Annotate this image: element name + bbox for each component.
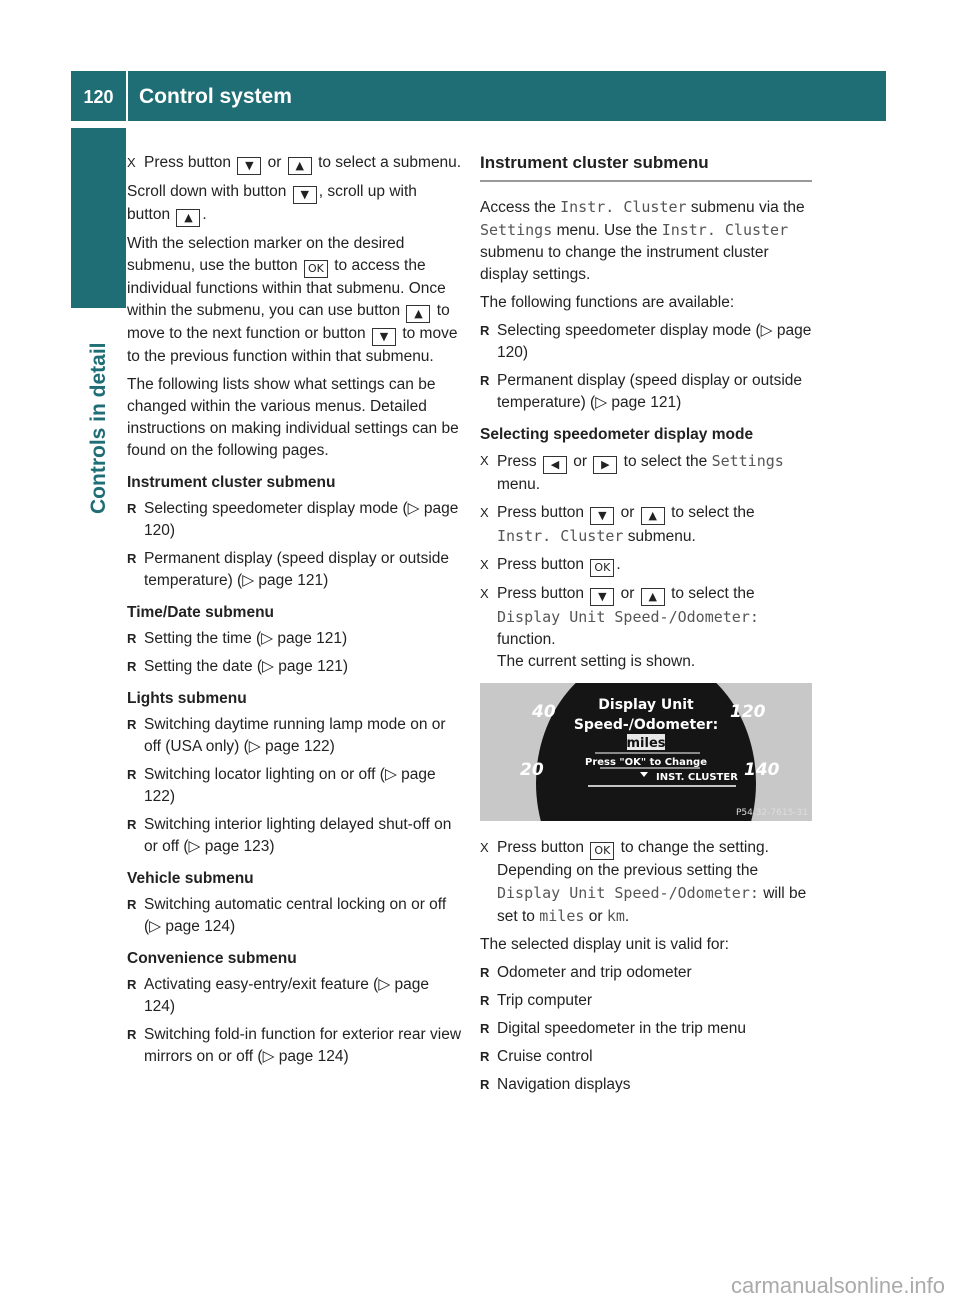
down-key-icon: ▼ xyxy=(590,507,614,525)
down-key-icon: ▼ xyxy=(590,588,614,606)
bullet-mark: R xyxy=(127,501,137,516)
bullet-mark: R xyxy=(480,993,490,1008)
step-mark: X xyxy=(480,557,489,572)
paragraph: The selected display unit is valid for: xyxy=(480,936,729,953)
section-title: Instrument cluster submenu xyxy=(127,474,336,491)
list-item xyxy=(127,498,462,542)
ok-key-icon: OK xyxy=(304,260,328,278)
text: The current setting is shown. xyxy=(497,653,696,670)
step xyxy=(480,450,812,496)
text: . xyxy=(624,908,630,925)
text: , scroll up with button xyxy=(127,183,417,223)
text: Press button xyxy=(497,504,585,521)
text: or xyxy=(588,908,603,925)
code-text: km xyxy=(606,907,625,925)
text: Switching locator lighting on or off (▷ page 122) xyxy=(144,766,436,805)
text: Switching interior lighting delayed shut-off on or off (▷ page 123) xyxy=(144,816,452,855)
bullet-mark: R xyxy=(127,551,137,566)
text: submenu via the xyxy=(690,199,805,216)
text: to select the xyxy=(671,504,755,521)
code-text: Instr. Cluster xyxy=(497,527,624,545)
text: . xyxy=(202,206,207,223)
page-title: Control system xyxy=(139,85,292,108)
text: Press button xyxy=(144,154,232,171)
section xyxy=(127,688,462,858)
text: Permanent display (speed display or outside temperature) (▷ page 121) xyxy=(144,550,450,589)
left-column xyxy=(127,152,462,1074)
step xyxy=(480,554,812,577)
side-tab-label: Controls in detail xyxy=(87,342,110,514)
side-tab-block xyxy=(71,128,126,308)
page-number: 120 xyxy=(83,87,114,107)
right-column xyxy=(480,152,812,1102)
list-item xyxy=(127,764,462,808)
bullet-mark: R xyxy=(480,1021,490,1036)
gauge-label: 140 xyxy=(744,760,780,780)
paragraph xyxy=(127,233,462,368)
text: to change the setting. xyxy=(620,839,769,856)
text: to move to the previous function within that submenu. xyxy=(127,325,458,365)
bullet-mark: R xyxy=(480,1077,490,1092)
side-tab xyxy=(71,314,126,514)
list-item xyxy=(127,1024,462,1068)
step-mark: X xyxy=(480,586,489,601)
text: Selecting speedometer display mode (▷ page 120) xyxy=(144,500,459,539)
list-item xyxy=(480,990,812,1012)
list-item xyxy=(127,974,462,1018)
text: to move to the next function or button xyxy=(127,302,450,342)
text: Switching automatic central locking on or off (▷ page 124) xyxy=(144,896,447,935)
text: submenu to change the instrument cluster display settings. xyxy=(480,244,769,283)
text: Trip computer xyxy=(497,992,593,1009)
step xyxy=(127,152,462,175)
text: Permanent display (speed display or outside temperature) (▷ page 121) xyxy=(497,372,803,411)
bullet-mark: R xyxy=(480,1049,490,1064)
text: to select the xyxy=(671,585,755,602)
watermark: carmanualsonline.info xyxy=(730,1273,945,1298)
down-key-icon: ▼ xyxy=(372,328,396,346)
figure-code: P54.32-7615-31 xyxy=(735,808,808,818)
up-key-icon: ▲ xyxy=(641,507,665,525)
section xyxy=(127,472,462,592)
instrument-cluster-figure xyxy=(480,683,812,821)
gauge-label: 20 xyxy=(520,760,544,780)
list-item xyxy=(127,548,462,592)
section xyxy=(127,948,462,1068)
text: Setting the date (▷ page 121) xyxy=(144,658,349,675)
list-item xyxy=(127,628,462,650)
section-title: Lights submenu xyxy=(127,690,247,707)
bullet-mark: R xyxy=(127,1027,137,1042)
page-header xyxy=(71,71,886,121)
text: or xyxy=(620,585,635,602)
text: Press button xyxy=(497,585,585,602)
display-value: miles xyxy=(626,736,666,751)
step xyxy=(480,837,812,928)
text: Activating easy-entry/exit feature (▷ page 124) xyxy=(144,976,430,1015)
text: Digital speedometer in the trip menu xyxy=(497,1020,746,1037)
step xyxy=(480,583,812,673)
list-item xyxy=(480,320,812,364)
right-key-icon: ▶ xyxy=(593,456,617,474)
text: to select a submenu. xyxy=(318,154,462,171)
code-text: Instr. Cluster xyxy=(661,221,789,239)
list-item xyxy=(127,714,462,758)
list-item xyxy=(480,1074,812,1096)
code-text: Display Unit Speed-/Odometer: xyxy=(497,884,759,902)
section-title: Vehicle submenu xyxy=(127,870,254,887)
text: Depending on the previous setting the xyxy=(497,862,759,879)
bullet-mark: R xyxy=(127,631,137,646)
text: Selecting speedometer display mode (▷ page 120) xyxy=(497,322,812,361)
bullet-mark: R xyxy=(127,977,137,992)
text: menu. Use the xyxy=(556,222,658,239)
text: Switching fold-in function for exterior rear view mirrors on or off (▷ page 124) xyxy=(144,1026,462,1065)
bullet-mark: R xyxy=(127,659,137,674)
step-mark: X xyxy=(480,840,489,855)
text: Odometer and trip odometer xyxy=(497,964,692,981)
bullet-mark: R xyxy=(127,897,137,912)
code-text: Settings xyxy=(711,452,784,470)
text: to select the xyxy=(623,453,708,470)
text: menu. xyxy=(497,476,541,493)
text: function. xyxy=(497,631,556,648)
text: With the selection marker on the desired submenu, use the button xyxy=(127,235,405,274)
gauge-label: 40 xyxy=(532,702,556,722)
text: to access the individual functions within that submenu. Once within the submenu, you can use button xyxy=(127,257,446,319)
step xyxy=(480,502,812,548)
down-key-icon: ▼ xyxy=(293,186,317,204)
bullet-mark: R xyxy=(480,323,490,338)
section xyxy=(127,868,462,938)
list-item xyxy=(480,1046,812,1068)
code-text: Settings xyxy=(480,221,553,239)
text: . xyxy=(616,556,621,573)
paragraph xyxy=(127,181,462,227)
cluster-display-image xyxy=(480,683,812,821)
list-item xyxy=(127,814,462,858)
down-key-icon: ▼ xyxy=(237,157,261,175)
display-hint: Press "OK" to Change xyxy=(585,757,707,768)
bullet-mark: R xyxy=(480,965,490,980)
list-item xyxy=(480,962,812,984)
text: Press button xyxy=(497,839,585,856)
up-key-icon: ▲ xyxy=(406,305,430,323)
bullet-mark: R xyxy=(127,717,137,732)
section-heading: Instrument cluster submenu xyxy=(480,152,812,182)
text: or xyxy=(620,504,635,521)
bullet-mark: R xyxy=(480,373,490,388)
bullet-mark: R xyxy=(127,817,137,832)
section xyxy=(127,602,462,678)
ok-key-icon: OK xyxy=(590,559,614,577)
up-key-icon: ▲ xyxy=(641,588,665,606)
header-divider xyxy=(126,71,128,121)
text: will be set to xyxy=(497,885,807,925)
text: Press button xyxy=(497,556,585,573)
up-key-icon: ▲ xyxy=(176,209,200,227)
section-title: Convenience submenu xyxy=(127,950,297,967)
text: or xyxy=(267,154,282,171)
left-key-icon: ◀ xyxy=(543,456,567,474)
text: Access the xyxy=(480,199,556,216)
code-text: miles xyxy=(539,907,585,925)
list-item xyxy=(127,656,462,678)
text: Cruise control xyxy=(497,1048,593,1065)
paragraph xyxy=(480,196,812,286)
paragraph: The following lists show what settings can be changed within the various menus. Detailed instructions on making individual settings can be found on the following pages. xyxy=(127,376,459,459)
text: submenu. xyxy=(627,528,696,545)
paragraph: The following functions are available: xyxy=(480,294,735,311)
text: or xyxy=(573,453,588,470)
display-footer: INST. CLUSTER xyxy=(656,772,738,783)
text: Press xyxy=(497,453,537,470)
text: Scroll down with button xyxy=(127,183,287,200)
subheading: Selecting speedometer display mode xyxy=(480,426,754,443)
list-item xyxy=(480,370,812,414)
step-mark: X xyxy=(480,505,489,520)
display-line2: Speed-/Odometer: xyxy=(573,717,719,733)
gauge-label: 120 xyxy=(730,702,766,722)
list-item xyxy=(127,894,462,938)
section-title: Time/Date submenu xyxy=(127,604,275,621)
list-item xyxy=(480,1018,812,1040)
bullet-mark: R xyxy=(127,767,137,782)
code-text: Display Unit Speed-/Odometer: xyxy=(497,608,759,626)
step-mark: X xyxy=(480,453,489,468)
display-line1: Display Unit xyxy=(598,697,694,713)
text: Navigation displays xyxy=(497,1076,631,1093)
text: Switching daytime running lamp mode on or off (USA only) (▷ page 122) xyxy=(144,716,446,755)
code-text: Instr. Cluster xyxy=(560,198,687,216)
step-mark: X xyxy=(127,155,136,170)
ok-key-icon: OK xyxy=(590,842,614,860)
up-key-icon: ▲ xyxy=(288,157,312,175)
text: Setting the time (▷ page 121) xyxy=(144,630,348,647)
